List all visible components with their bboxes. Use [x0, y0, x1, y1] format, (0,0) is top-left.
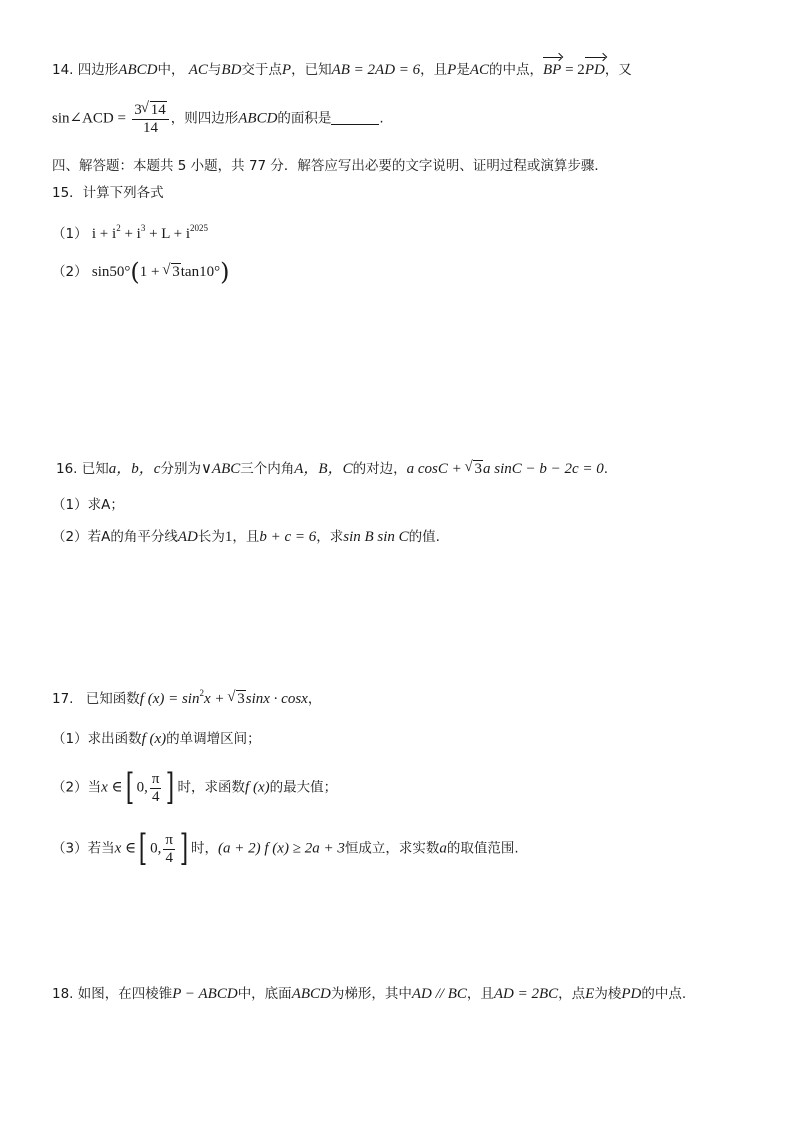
- q14-text: 的面积是: [277, 110, 332, 127]
- q17-part1: [52, 732, 261, 747]
- q14-math: P: [281, 62, 292, 78]
- q17-number: 17.: [52, 691, 74, 707]
- q14-math: = 2: [561, 62, 585, 78]
- q15-expr: 1 +: [139, 264, 164, 280]
- q18-math: E: [585, 986, 595, 1002]
- q17-function: x +: [203, 691, 229, 707]
- radicand: 3: [172, 264, 180, 280]
- section-heading: 四、解答题：本题共 5 小题，共 77 分．解答应写出必要的文字说明、证明过程或演算步骤．: [52, 158, 608, 174]
- q17-line1: [52, 689, 321, 707]
- q18-text: ，点: [558, 986, 586, 1002]
- q18-text: 为梯形，其中: [330, 986, 412, 1002]
- frac-coef: 3: [134, 102, 142, 118]
- q14-text: ，且: [420, 62, 448, 78]
- q17-text: 的单调增区间；: [166, 731, 261, 747]
- q14-text: .: [379, 110, 384, 127]
- q14-text: ，又: [604, 62, 632, 78]
- q17-text: 的最大值；: [269, 779, 338, 796]
- q16-text: 三个内角: [240, 461, 295, 477]
- q14-text: 是: [456, 62, 470, 78]
- q15-expr: sin50°: [91, 264, 131, 280]
- q17-function: f (x) = sin: [139, 691, 200, 707]
- right-bracket: ]: [166, 767, 175, 808]
- q16-text: .: [603, 461, 609, 477]
- q18-number: 18.: [52, 986, 74, 1002]
- q16-equation: a sinC − b − 2c = 0: [482, 461, 604, 477]
- q17-math: f (x): [141, 731, 167, 747]
- q16-math: b + c = 6: [259, 529, 317, 545]
- q17-part3: [52, 828, 519, 869]
- q16-text: ，求: [316, 529, 344, 545]
- q18-text: 为棱: [594, 986, 622, 1002]
- q14-math: BD: [221, 62, 242, 78]
- q15-expr: i + i: [91, 226, 117, 242]
- q14-text: ，则四边形: [170, 110, 239, 127]
- left-bracket: [: [125, 767, 134, 808]
- frac-radicand: 14: [150, 102, 166, 118]
- radicand: 3: [474, 461, 482, 477]
- q17-text: 时，: [191, 840, 219, 857]
- q17-text: 时，求函数: [177, 779, 246, 796]
- q14-math: ABCD: [118, 62, 158, 78]
- exponent: 3: [140, 223, 146, 233]
- q18-text: 中，底面: [237, 986, 292, 1002]
- right-paren: ): [220, 258, 230, 286]
- q16-math: A，B，C: [294, 461, 353, 477]
- q14-text: 中，: [157, 62, 185, 78]
- right-bracket: ]: [179, 828, 189, 869]
- q14-text: 四边形: [77, 62, 119, 78]
- exponent: 2: [116, 223, 121, 233]
- q17-text: 已知函数: [85, 691, 140, 707]
- q16-math: AD: [177, 529, 198, 545]
- q15-expr: + L + i: [145, 226, 191, 242]
- q14-math: AC: [469, 62, 490, 78]
- q16-text: 已知: [81, 461, 109, 477]
- q17-part2: [52, 767, 338, 808]
- q16-math: a，b，c: [108, 461, 161, 477]
- q17-inequality: (a + 2) f (x) ≥ 2a + 3: [218, 840, 345, 857]
- frac-denominator: 4: [165, 849, 173, 866]
- interval-fraction: [150, 772, 162, 805]
- interval-fraction: [163, 833, 175, 866]
- q18-line1: [52, 987, 686, 1002]
- interval-left: 0,: [136, 779, 148, 796]
- exponent: 2025: [190, 223, 209, 233]
- left-paren: (: [130, 258, 140, 286]
- part-label: （1）: [52, 226, 88, 242]
- q18-text: ，且: [466, 986, 494, 1002]
- q16-part2: [52, 530, 440, 545]
- q17-math: x ∈: [101, 779, 123, 796]
- q18-math: AD // BC: [411, 986, 467, 1002]
- q17-text: 的取值范围.: [446, 840, 519, 857]
- q17-text: （3）若当: [52, 840, 115, 857]
- q17-text: 恒成立，求实数: [344, 840, 440, 857]
- q15-expr: + i: [120, 226, 141, 242]
- vector-pd: PD: [584, 62, 605, 78]
- q18-math: P − ABCD: [172, 986, 238, 1002]
- frac-denominator: 14: [143, 120, 158, 136]
- q15-part2: [52, 260, 229, 284]
- q14-text: 与: [207, 62, 222, 78]
- q17-math: f (x): [245, 779, 270, 796]
- q16-text: 长为: [197, 529, 225, 545]
- q15-heading: 15．计算下列各式: [52, 185, 164, 201]
- frac-denominator: 4: [151, 788, 160, 805]
- q14-line2: [52, 102, 384, 136]
- q15-expr: tan10°: [180, 264, 221, 280]
- q14-math: P: [447, 62, 457, 78]
- q16-text: 的值.: [408, 529, 440, 545]
- frac-numerator: π: [165, 831, 173, 848]
- q16-equation: a cosC +: [406, 461, 466, 477]
- q16-math: sin B sin C: [343, 529, 409, 545]
- q15-part1: [52, 224, 208, 242]
- frac-numerator: π: [151, 770, 160, 787]
- q14-line1: [52, 63, 632, 78]
- part-label: （2）: [52, 264, 88, 280]
- q14-math: ABCD: [238, 110, 278, 127]
- q18-math: ABCD: [291, 986, 331, 1002]
- answer-blank: [331, 124, 379, 125]
- q16-line1: [56, 462, 608, 477]
- radicand: 3: [237, 691, 245, 707]
- exponent: 2: [199, 688, 204, 698]
- q16-part1: （1）求A；: [52, 497, 124, 513]
- q16-number: 16.: [56, 461, 78, 477]
- q18-math: PD: [621, 986, 642, 1002]
- q14-math: AC: [188, 62, 208, 78]
- q14-sin-expr: sin∠ACD =: [52, 110, 126, 127]
- q17-math: x ∈: [114, 840, 137, 857]
- q14-text: 的中点，: [489, 62, 544, 78]
- q18-math: AD = 2BC: [493, 986, 559, 1002]
- q14-text: ，已知: [291, 62, 332, 78]
- q16-text: 的对边，: [352, 461, 407, 477]
- q16-math: 1: [224, 529, 233, 545]
- q14-number: 14.: [52, 62, 74, 78]
- q14-fraction: [132, 102, 169, 136]
- q17-text: ，: [307, 691, 322, 707]
- q18-text: 如图，在四棱锥: [77, 986, 173, 1002]
- q16-text: ，且: [232, 529, 260, 545]
- vector-bp: BP: [543, 62, 562, 78]
- q16-math: ∨ABC: [200, 461, 241, 477]
- q17-text: （2）当: [52, 779, 102, 796]
- q16-text: （2）若A的角平分线: [52, 529, 178, 545]
- interval-left: 0,: [150, 840, 162, 857]
- q17-math: a: [439, 840, 447, 857]
- q18-text: 的中点.: [641, 986, 687, 1002]
- left-bracket: [: [138, 828, 148, 869]
- q14-equation: AB = 2AD = 6: [331, 62, 421, 78]
- q17-text: （1）求出函数: [52, 731, 142, 747]
- q14-text: 交于点: [241, 62, 282, 78]
- q17-function: sinx · cosx: [245, 691, 308, 707]
- q16-text: 分别为: [160, 461, 201, 477]
